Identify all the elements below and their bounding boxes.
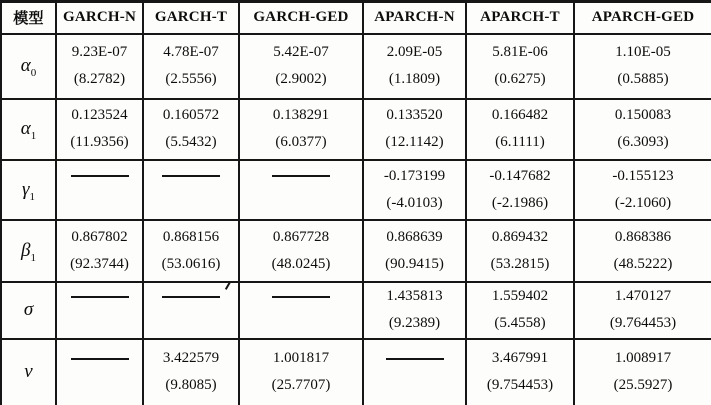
column-header-aparch-t: APARCH-T [466, 2, 574, 34]
param-cell: $\alpha_1$ [1, 99, 56, 160]
estimate-value: 0.123524 [71, 107, 128, 123]
value-cell [574, 34, 711, 99]
value-cell [574, 339, 711, 405]
param-cell: $\alpha_0$ [1, 34, 56, 99]
estimate-value: 1.470127 [614, 288, 672, 304]
estimate-value: 0.868386 [614, 228, 672, 245]
t-statistic: (2.5556) [165, 71, 217, 87]
value-cell [363, 282, 466, 339]
value-cell [143, 339, 239, 405]
value-cell [239, 339, 363, 405]
estimate-value: -0.173199 [383, 167, 446, 184]
t-statistic: (48.0245) [271, 255, 331, 272]
param-cell: $\beta_1$ [1, 220, 56, 282]
estimate-value: 9.23E-07 [71, 44, 128, 60]
estimate-value: 4.78E-07 [163, 44, 219, 60]
t-statistic: (6.1111) [495, 134, 545, 150]
value-cell [56, 160, 143, 220]
value-cell [466, 339, 574, 405]
t-statistic: (9.8085) [165, 377, 217, 394]
value-cell [466, 282, 574, 339]
param-subscript: 1 [29, 190, 35, 203]
value-cell [56, 282, 143, 339]
value-cell [363, 160, 466, 220]
dash-line-holder [144, 283, 238, 310]
empty-cell-dash [71, 358, 129, 360]
estimate-value: 0.867802 [71, 228, 128, 245]
value-cell [574, 160, 711, 220]
corner-header-model: 模型 [1, 2, 56, 34]
empty-line [57, 310, 142, 337]
value-cell [363, 34, 466, 99]
t-statistic: (12.1142) [385, 134, 444, 150]
empty-line [144, 190, 238, 217]
estimate-value: 0.868156 [162, 228, 220, 245]
t-statistic: (9.764453) [609, 315, 677, 331]
estimate-value: 1.008917 [614, 350, 672, 367]
empty-line [144, 310, 238, 337]
t-statistic: (9.754453) [486, 377, 554, 394]
t-statistic: (6.3093) [617, 134, 669, 150]
estimate-value: 1.10E-05 [615, 44, 671, 60]
t-statistic: (0.5885) [617, 71, 669, 87]
t-statistic: (25.5927) [613, 377, 673, 394]
value-cell [466, 34, 574, 99]
table-row [1, 34, 711, 99]
estimate-value: 0.150083 [614, 107, 672, 123]
value-cell [363, 220, 466, 282]
t-statistic: (8.2782) [73, 71, 126, 87]
dash-line-holder [240, 163, 362, 190]
table-row [1, 339, 711, 405]
t-statistic: (5.5432) [165, 134, 217, 150]
value-cell [239, 160, 363, 220]
param-cell: σ [1, 282, 56, 339]
t-statistic: (-4.0103) [386, 194, 443, 211]
t-statistic: (53.2815) [490, 255, 550, 272]
header-row [1, 2, 711, 34]
t-statistic: (53.0616) [161, 255, 221, 272]
column-header-aparch-n: APARCH-N [363, 2, 466, 34]
empty-line [57, 190, 142, 217]
t-statistic: (-2.1986) [491, 194, 549, 211]
dash-line-holder [144, 163, 238, 190]
dash-line-holder [57, 345, 142, 372]
value-cell [143, 34, 239, 99]
empty-cell-dash [272, 175, 330, 177]
dash-line-holder [364, 345, 465, 372]
value-cell [239, 220, 363, 282]
t-statistic: (90.9415) [385, 255, 444, 272]
dash-line-holder [57, 283, 142, 310]
estimate-value: 3.422579 [162, 350, 220, 367]
estimate-value: 5.81E-06 [492, 44, 548, 60]
value-cell [56, 34, 143, 99]
value-cell [574, 99, 711, 160]
t-statistic: (5.4558) [494, 315, 546, 331]
estimate-value: 0.160572 [162, 107, 220, 123]
dash-line-holder [240, 283, 362, 310]
t-statistic: (0.6275) [494, 71, 546, 87]
value-cell [363, 339, 466, 405]
value-cell [143, 220, 239, 282]
dash-line-holder [57, 163, 142, 190]
table-row [1, 220, 711, 282]
estimate-value: 0.869432 [491, 228, 549, 245]
value-cell [574, 282, 711, 339]
t-statistic: (25.7707) [271, 377, 331, 394]
value-cell [56, 220, 143, 282]
estimate-value: 2.09E-05 [386, 44, 443, 60]
estimate-value: 0.133520 [386, 107, 443, 123]
param-subscript: 0 [30, 66, 37, 79]
value-cell [143, 99, 239, 160]
table-row [1, 160, 711, 220]
estimate-value: 0.867728 [272, 228, 330, 245]
value-cell [239, 34, 363, 99]
value-cell [574, 220, 711, 282]
t-statistic: (48.5222) [613, 255, 673, 272]
estimate-value: -0.155123 [612, 167, 674, 184]
value-cell [239, 282, 363, 339]
empty-line [240, 190, 362, 217]
column-header-garch-n: GARCH-N [56, 2, 143, 34]
t-statistic: (1.1809) [388, 71, 441, 87]
empty-line [364, 372, 465, 399]
value-cell [466, 99, 574, 160]
table-row [1, 99, 711, 160]
value-cell [363, 99, 466, 160]
empty-line [57, 372, 142, 399]
column-header-garch-t: GARCH-T [143, 2, 239, 34]
empty-cell-dash [272, 296, 330, 298]
value-cell [56, 339, 143, 405]
value-cell [56, 99, 143, 160]
table-row [1, 282, 711, 339]
estimate-value: 0.166482 [491, 107, 549, 123]
column-header-garch-ged: GARCH-GED [239, 2, 363, 34]
param-subscript: 1 [30, 251, 36, 264]
estimate-value: 5.42E-07 [273, 44, 329, 60]
t-statistic: (2.9002) [275, 71, 327, 87]
t-statistic: (11.9356) [70, 134, 129, 150]
t-statistic: (-2.1060) [614, 194, 672, 211]
empty-line [240, 310, 362, 337]
value-cell [466, 220, 574, 282]
value-cell [239, 99, 363, 160]
estimate-value: 1.001817 [272, 350, 330, 367]
param-cell: $\gamma_1$ [1, 160, 56, 220]
estimate-value: 1.435813 [386, 288, 443, 304]
empty-cell-dash [162, 296, 220, 298]
t-statistic: (6.0377) [275, 134, 327, 150]
value-cell [143, 160, 239, 220]
empty-cell-dash [162, 175, 220, 177]
param-cell: ν [1, 339, 56, 405]
value-cell [143, 282, 239, 339]
estimate-value: 0.138291 [272, 107, 330, 123]
param-subscript: 1 [30, 129, 37, 142]
empty-cell-dash [71, 175, 129, 177]
t-statistic: (92.3744) [70, 255, 129, 272]
estimate-value: 3.467991 [491, 350, 549, 367]
t-statistic: (9.2389) [388, 315, 441, 331]
estimate-value: 1.559402 [491, 288, 549, 304]
column-header-aparch-ged: APARCH-GED [574, 2, 711, 34]
empty-cell-dash [386, 358, 444, 360]
value-cell [466, 160, 574, 220]
empty-cell-dash [71, 296, 129, 298]
estimate-value: 0.868639 [386, 228, 443, 245]
estimate-value: -0.147682 [489, 167, 551, 184]
